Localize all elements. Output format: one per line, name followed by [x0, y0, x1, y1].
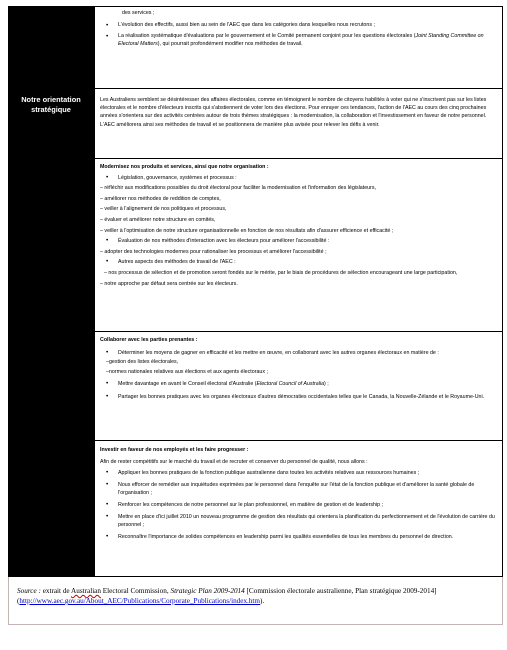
list-item-text: ) ;: [324, 381, 329, 388]
council-name: Electoral Council of Australia: [256, 381, 325, 388]
list-item: [100, 380, 498, 389]
list-item: [100, 533, 498, 542]
sub-item: – notre approche par défaut sera centrée sur les électeurs.: [100, 280, 238, 287]
committee-name: Joint Standing Committee on Electoral Matters: [118, 33, 484, 47]
section-heading: Modernisez nos produits et services, ainsi que notre organisation :: [100, 164, 269, 170]
collaborate-section: [100, 336, 498, 402]
intro-text: Les Australiens semblent se désintéresser des affaires électorales, comme en témoignent le nombre de citoyens habilités à voter qui ne s'inscrivent pas sur les listes électorales et le nombre d'électeurs inscrits qui s'abstiennent de voter lors des élections. Pour enrayer ces tendances, l'action de l'AEC au cours des cinq prochaines années s'orientera sur des activités centrées autour de trois thèmes stratégiques : la modernisation, la collaboration et l'investissement en faveur de notre personnel. L'AEC améliorera ainsi ses méthodes de travail et se positionnera de manière plus avisée pour relever les défis à venir.: [100, 97, 487, 128]
sub-item: – veiller à l'optimisation de notre structure organisationnelle en fonction de nos résultats afin d'assurer efficience et efficacité ;: [100, 227, 394, 234]
list-item: [100, 174, 498, 183]
list-item: [100, 33, 498, 48]
source-link[interactable]: http://www.aec.gov.au/About_AEC/Publications/Corporate_Publications/index.htm: [19, 597, 261, 605]
invest-section: [100, 446, 498, 541]
source-text: extrait de: [40, 587, 72, 595]
list-item-text: Législation, gouvernance, systèmes et processus :: [118, 174, 237, 181]
list-item-text: Reconnaître l'importance de solides compétences en leadership parmi les qualités essentielles de tous les membres du personnel de direction.: [118, 533, 454, 540]
section-heading: Investir en faveur de nos employés et les faire progresser :: [100, 447, 249, 453]
section-heading: Collaborer avec les parties prenantes :: [100, 337, 198, 343]
row-divider: [95, 158, 503, 159]
list-item-text: Nous efforcer de remédier aux inquiétudes exprimées par le personnel dans l'enquête sur l'état de la fonction publique et d'améliorer la santé globale de l'organisation ;: [118, 481, 475, 497]
source-title: Strategic Plan 2009-2014: [170, 587, 245, 595]
orientation-label: Notre orientation stratégique: [21, 95, 81, 114]
orientation-label-cell: [8, 95, 94, 115]
row-divider: [95, 440, 503, 441]
source-text: [Commission électorale australienne, Plan stratégique 2009-2014] (: [17, 587, 437, 605]
list-item-text: Mettre davantage en avant le Conseil électoral d'Australie (: [118, 381, 257, 388]
list-item: [100, 513, 498, 530]
list-item-text: Partager les bonnes pratiques avec les organes électoraux d'autres démocraties occidentales telles que le Canada, la Nouvelle-Zélande et le Royaume-Uni.: [118, 393, 485, 400]
list-item: [100, 237, 498, 246]
list-item-text: Autres aspects des méthodes de travail de l'AEC :: [118, 259, 236, 266]
list-item: [100, 258, 498, 267]
sub-item: –normes nationales relatives aux élections et aux agents électoraux ;: [106, 368, 268, 375]
sub-item: –gestion des listes électorales,: [106, 359, 179, 366]
list-item-text: La réalisation systématique d'évaluations par le gouvernement et le Comité permanent conjoint pour les questions électorales (: [118, 33, 416, 40]
sub-item: – adopter des technologies modernes pour rationaliser les processus et améliorer l'accessibilité ;: [100, 248, 327, 255]
row-continuation: [100, 10, 498, 48]
source-note: [8, 577, 503, 625]
intro-paragraph: [100, 96, 498, 129]
column-divider: [94, 6, 95, 577]
sub-item: – améliorer nos méthodes de reddition de comptes,: [100, 195, 221, 202]
modernize-section: [100, 163, 498, 288]
list-item: [100, 469, 498, 478]
list-item-text: Évaluation de nos méthodes d'interaction avec les électeurs pour améliorer l'accessibilité :: [118, 238, 330, 245]
sub-item: – veiller à l'alignement de nos politiques et processus,: [100, 206, 227, 213]
sub-item: – nos processus de sélection et de promotion seront fondés sur le mérite, par le biais de procédures de sélection encourageant une large participation,: [104, 269, 458, 276]
list-item: [100, 481, 498, 498]
list-item-text: Renforcer les compétences de notre personnel sur le plan professionnel, en matière de gestion et de leadership ;: [118, 501, 384, 508]
list-item: [100, 393, 498, 402]
list-item-text: Mettre en place d'ici juillet 2010 un nouveau programme de gestion des résultats qui orientera la planification du perfectionnement et de l'évolution de carrière du personnel ;: [118, 513, 495, 529]
list-item: [100, 349, 498, 358]
list-item-text: Déterminer les moyens de gagner en efficacité et les mettre en œuvre, en collaborant avec les autres organes électoraux en matière de :: [118, 349, 439, 356]
section-intro: Afin de rester compétitifs sur le marché du travail et de recruter et conserver du personnel de qualité, nous allons :: [100, 458, 368, 465]
source-text: Electoral Commission,: [100, 587, 171, 595]
list-item-text: Appliquer les bonnes pratiques de la fonction publique australienne dans toutes les activités relatives aux ressources humaines ;: [118, 470, 420, 477]
sub-item: – évaluer et améliorer notre structure en comités,: [100, 216, 216, 223]
list-item-text: L'évolution des effectifs, aussi bien au sein de l'AEC que dans les catégories dans lesquelles nous recrutons ;: [118, 21, 375, 28]
source-bottom-rule: [8, 624, 503, 625]
list-item: [100, 501, 498, 510]
row-divider: [8, 88, 503, 89]
source-text: Australian: [71, 587, 101, 595]
list-item-text: ), qui pourrait profondément modifier nos méthodes de travail.: [157, 40, 303, 47]
list-item: [100, 22, 498, 30]
row-divider: [95, 331, 503, 332]
continued-line: des services ;: [122, 10, 155, 16]
sub-item: – réfléchir aux modifications possibles du droit électoral pour faciliter la modernisation et l'information des législateurs,: [100, 185, 376, 192]
source-text: ).: [260, 597, 265, 605]
source-label: Source :: [17, 587, 41, 595]
